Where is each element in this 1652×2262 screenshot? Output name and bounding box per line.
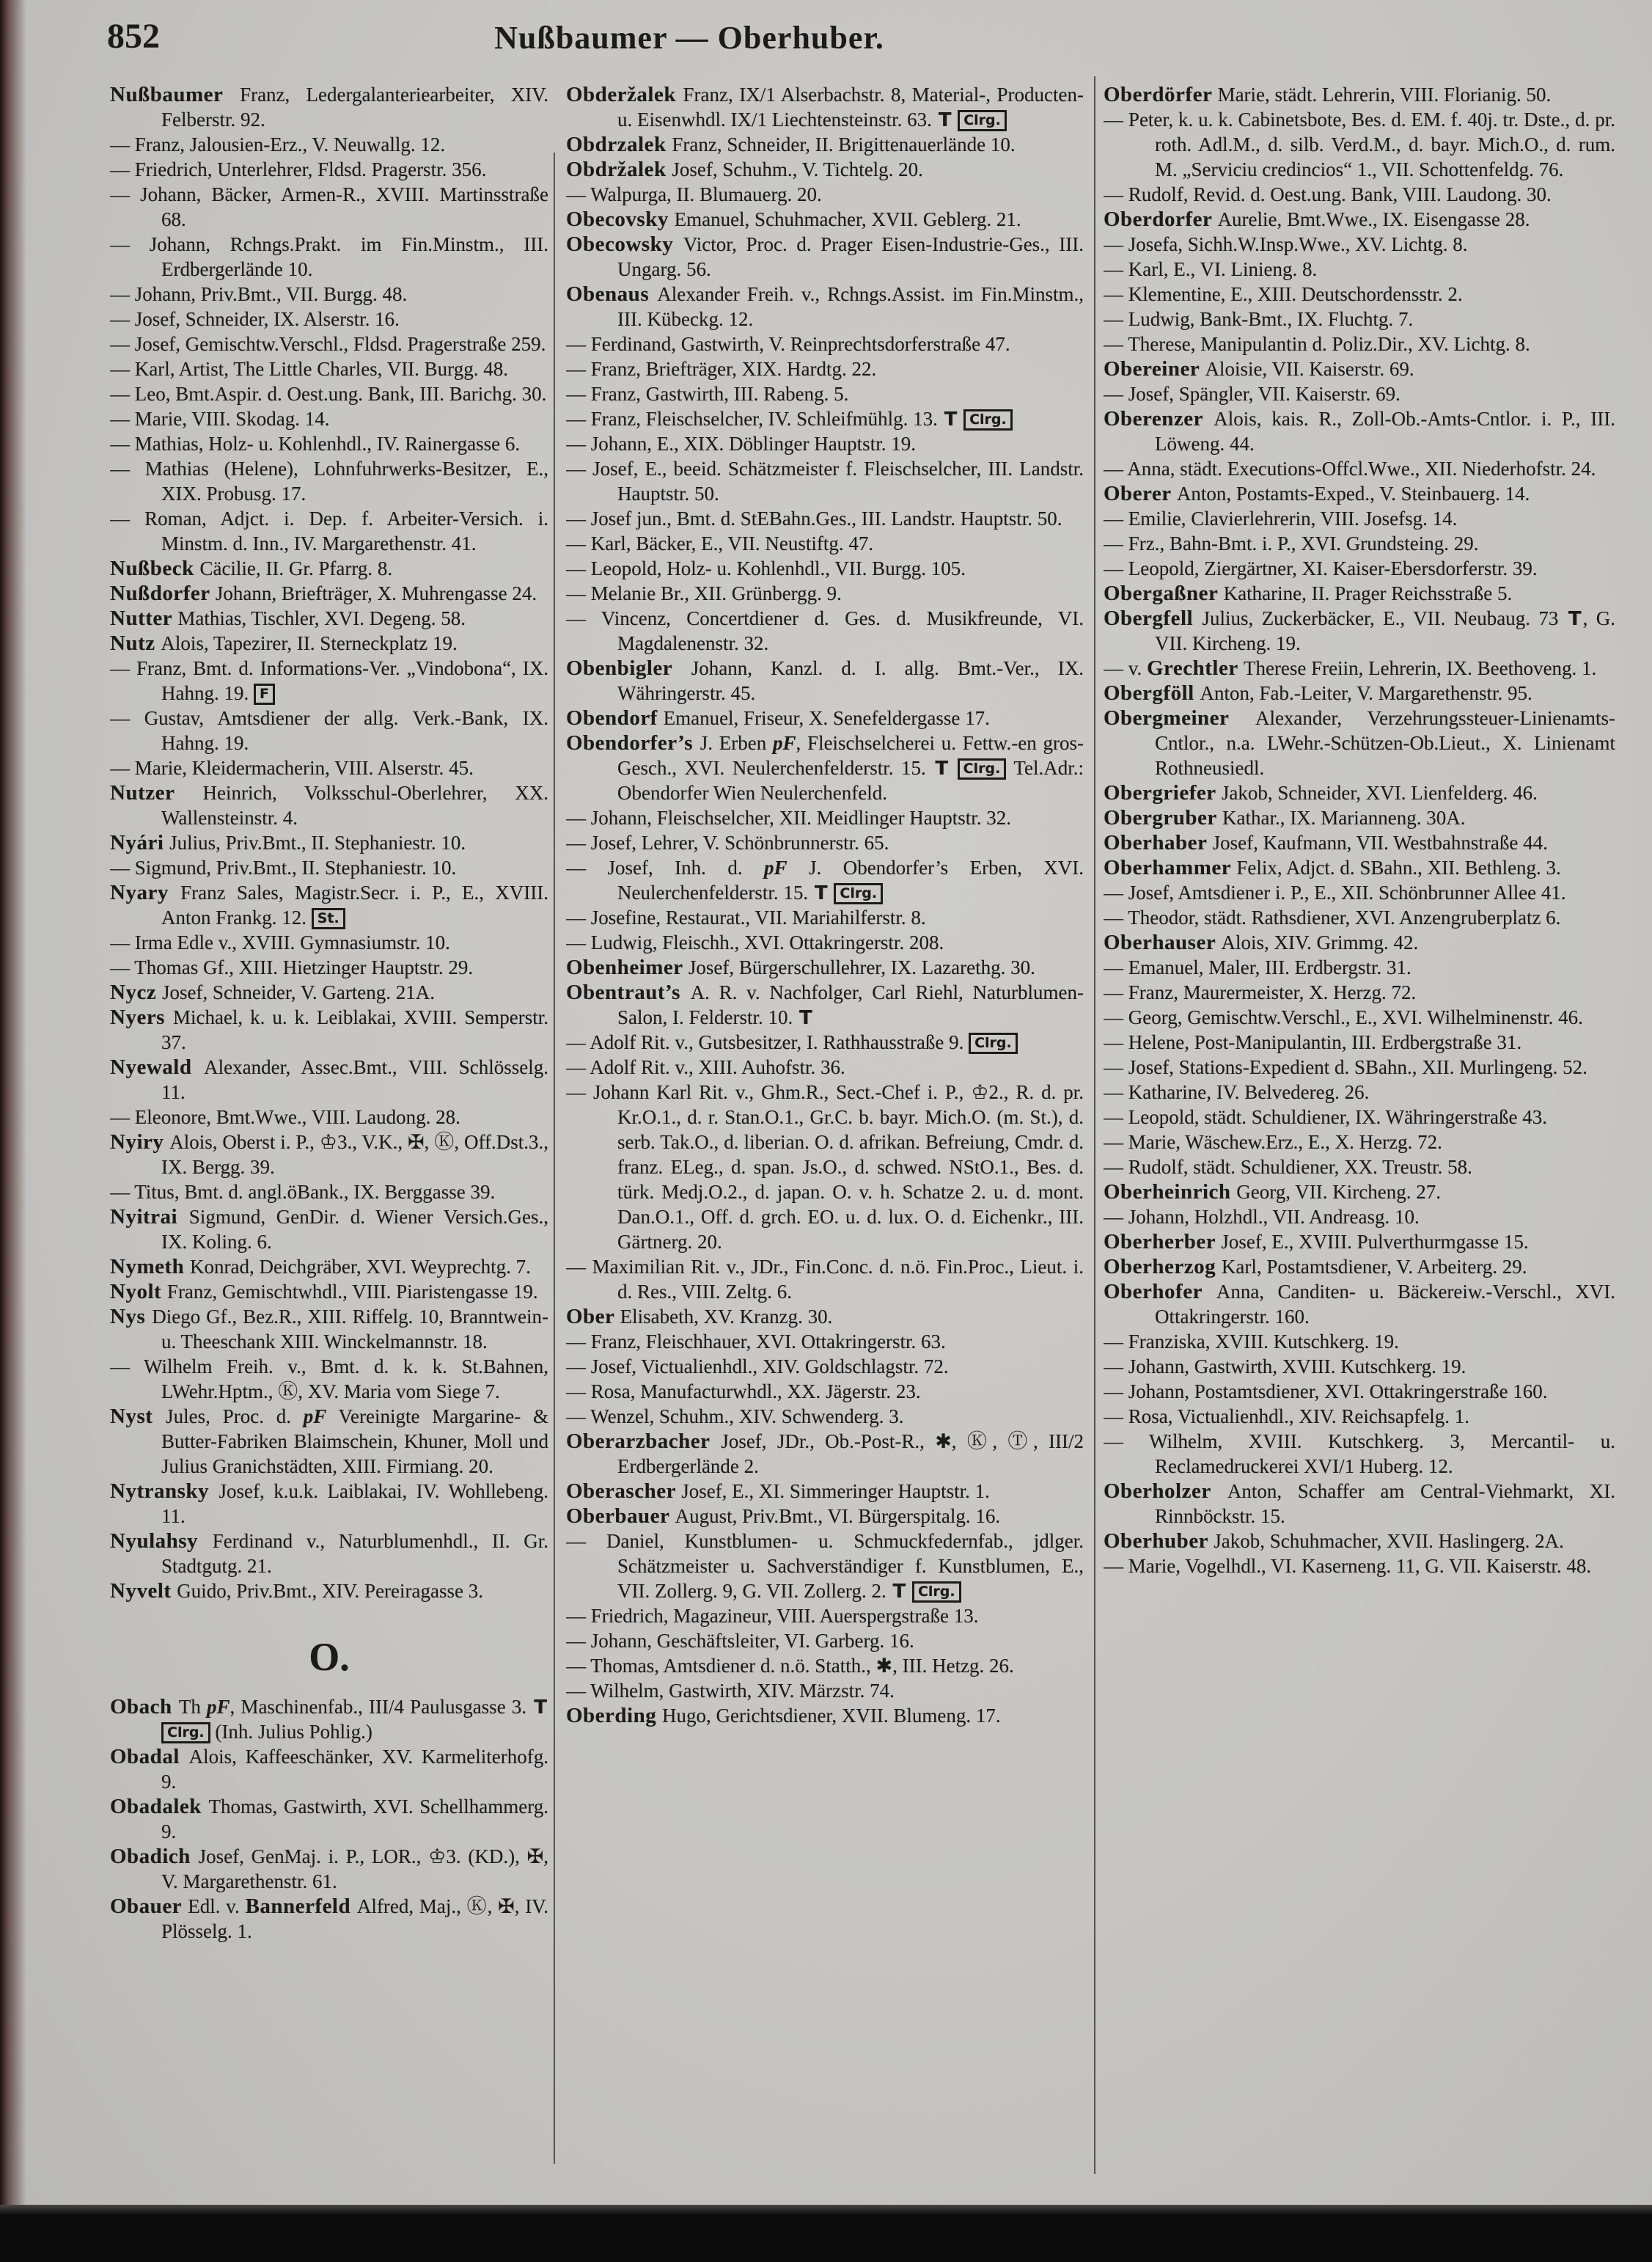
entry-surname: Obadich [110, 1845, 199, 1868]
entry-surname: Obergruber [1104, 806, 1223, 830]
directory-entry: — Josef, E., beeid. Schätzmeister f. Fleischselcher, III. Landstr. Hauptstr. 50. [566, 458, 1084, 505]
entry-surname: Nycz [110, 981, 162, 1004]
directory-entry: Obecovsky Emanuel, Schuhmacher, XVII. Geblerg. 21. [566, 208, 1021, 231]
entry-surname: Obdržalek [566, 158, 672, 181]
entry-surname: Nyers [110, 1006, 173, 1029]
directory-entry: — Sigmund, Priv.Bmt., II. Stephaniestr. 10. [110, 857, 457, 879]
directory-entry: — Thomas, Amtsdiener d. n.ö. Statth., ✱, III. Hetzg. 26. [566, 1655, 1014, 1677]
clearing-badge: Clrg. [969, 1033, 1018, 1054]
entry-surname: Obecowsky [566, 233, 683, 256]
registered-firm-icon: pF [773, 732, 796, 754]
directory-entry: Oberer Anton, Postamts-Exped., V. Steinbauerg. 14. [1104, 482, 1530, 505]
directory-entry: Obendorfer’s J. Erben pF, Fleischselcherei u. Fettw.-en gros-Gesch., XVI. Neulerchenfelderstr. 15. T Clrg. Tel.Adr.: Obendorfer Wien Neulerchenfeld. [566, 731, 1084, 804]
entry-surname: Obadalek [110, 1795, 209, 1818]
directory-entry: Nyst Jules, Proc. d. pF Vereinigte Margarine- & Butter-Fabriken Blaimschein, Khuner, Moll und Julius Granichstädten, XIII. Firmiang. 20. [110, 1405, 548, 1477]
entry-surname: Nyári [110, 831, 170, 854]
directory-entry: — Johann, E., XIX. Döblinger Hauptstr. 19. [566, 433, 916, 455]
directory-entry: — Johann, Geschäftsleiter, VI. Garberg. 16. [566, 1630, 914, 1652]
directory-entry: Oberherzog Karl, Postamtsdiener, V. Arbeiterg. 29. [1104, 1255, 1527, 1278]
entry-surname: Nyvelt [110, 1579, 177, 1603]
directory-entry: — Franz, Maurermeister, X. Herzg. 72. [1104, 981, 1417, 1003]
entry-surname: Bannerfeld [245, 1895, 357, 1918]
directory-entry: — Johann, Postamtsdiener, XVI. Ottakringerstraße 160. [1104, 1380, 1548, 1402]
entry-surname: Obderžalek [566, 83, 683, 106]
directory-entry: — Leo, Bmt.Aspir. d. Oest.ung. Bank, III. Barichg. 30. [110, 383, 547, 405]
entry-surname: Grechtler [1147, 656, 1244, 680]
entry-surname: Oberhofer [1104, 1280, 1216, 1303]
directory-entry: — Josef, Victualienhdl., XIV. Goldschlagstr. 72. [566, 1355, 949, 1377]
column-divider-1 [554, 153, 555, 2164]
entry-surname: Oberherber [1104, 1230, 1222, 1253]
directory-entry: Nytransky Josef, k.u.k. Laiblakai, IV. Wohllebeng. 11. [110, 1479, 548, 1527]
directory-entry: — Adolf Rit. v., XIII. Auhofstr. 36. [566, 1056, 845, 1078]
scan-edge-left [0, 0, 26, 2262]
directory-entry: Oberascher Josef, E., XI. Simmeringer Hauptstr. 1. [566, 1479, 990, 1503]
directory-entry: — Walpurga, II. Blumauerg. 20. [566, 183, 822, 205]
clearing-badge: Clrg. [161, 1722, 210, 1743]
f-badge: F [254, 684, 275, 705]
clearing-badge: Clrg. [958, 758, 1007, 780]
column-2 [566, 82, 1084, 2197]
entry-surname: Nyitrai [110, 1205, 189, 1229]
directory-entry: — Marie, Kleidermacherin, VIII. Alserstr. 45. [110, 757, 474, 779]
directory-entry: Obecowsky Victor, Proc. d. Prager Eisen-Industrie-Ges., III. Ungarg. 56. [566, 233, 1084, 280]
directory-entry: Oberhaber Josef, Kaufmann, VII. Westbahnstraße 44. [1104, 831, 1548, 854]
scan-edge-bottom [0, 2205, 1652, 2262]
directory-entry: — Mathias (Helene), Lohnfuhrwerks-Besitzer, E., XIX. Probusg. 17. [110, 458, 548, 505]
directory-entry: — Klementine, E., XIII. Deutschordensstr. 2. [1104, 283, 1463, 305]
directory-entry: Nys Diego Gf., Bez.R., XIII. Riffelg. 10, Branntwein- u. Theeschank XIII. Winckelmannstr. 18. [110, 1305, 548, 1353]
telephone-icon: T [534, 1696, 547, 1719]
directory-entry: Obenheimer Josef, Bürgerschullehrer, IX. Lazarethg. 30. [566, 956, 1035, 979]
directory-entry: Obadich Josef, GenMaj. i. P., LOR., ♔3. (KD.), ✠, V. Margarethenstr. 61. [110, 1845, 548, 1892]
running-header: Nußbaumer — Oberhuber. [494, 20, 884, 56]
telephone-icon: T [814, 882, 828, 904]
directory-entry: — Josef, Spängler, VII. Kaiserstr. 69. [1104, 383, 1400, 405]
directory-entry: — Josef, Schneider, IX. Alserstr. 16. [110, 308, 400, 330]
entry-surname: Oberhaber [1104, 831, 1213, 854]
directory-entry: Obauer Edl. v. Bannerfeld Alfred, Maj., Ⓚ, ✠, IV. Plösselg. 1. [110, 1895, 548, 1942]
directory-entry: — Emilie, Clavierlehrerin, VIII. Josefsg. 14. [1104, 508, 1458, 530]
directory-entry: — Josef, Amtsdiener i. P., E., XII. Schönbrunner Allee 41. [1104, 882, 1566, 904]
directory-entry: Nutzer Heinrich, Volksschul-Oberlehrer, XX. Wallensteinstr. 4. [110, 781, 548, 829]
directory-entry: — Rudolf, städt. Schuldiener, XX. Treustr. 58. [1104, 1156, 1472, 1178]
entry-surname: Oberhauser [1104, 931, 1222, 954]
directory-entry: Oberherber Josef, E., XVIII. Pulverthurmgasse 15. [1104, 1230, 1529, 1253]
clearing-badge: Clrg. [963, 409, 1013, 431]
directory-entry: — Rosa, Manufacturwhdl., XX. Jägerstr. 23. [566, 1380, 921, 1402]
entry-surname: Nymeth [110, 1255, 191, 1278]
directory-entry: Obderžalek Franz, IX/1 Alserbachstr. 8, Material-, Producten- u. Eisenwhdl. IX/1 Liechtensteinstr. 63. T Clrg. [566, 83, 1084, 131]
directory-entry: — Katharine, IV. Belvedereg. 26. [1104, 1081, 1370, 1103]
directory-entry: — Titus, Bmt. d. angl.öBank., IX. Berggasse 39. [110, 1181, 496, 1203]
directory-entry: — Frz., Bahn-Bmt. i. P., XVI. Grundsteing. 29. [1104, 532, 1479, 554]
directory-entry: — Johann, Rchngs.Prakt. im Fin.Minstm., III. Erdbergerlände 10. [110, 233, 548, 280]
directory-entry: — Karl, E., VI. Linieng. 8. [1104, 258, 1318, 280]
entry-surname: Obendorf [566, 706, 664, 730]
telephone-icon: T [892, 1581, 906, 1603]
directory-entry: Oberhauser Alois, XIV. Grimmg. 42. [1104, 931, 1419, 954]
column-1 [110, 82, 548, 2197]
directory-entry: — Marie, Wäschew.Erz., E., X. Herzg. 72. [1104, 1131, 1442, 1153]
directory-entry: — Franz, Gastwirth, III. Rabeng. 5. [566, 383, 849, 405]
entry-surname: Nutzer [110, 781, 203, 805]
entry-surname: Oberer [1104, 482, 1177, 505]
directory-entry: — Marie, Vogelhdl., VI. Kaserneng. 11, G. VII. Kaiserstr. 48. [1104, 1555, 1592, 1577]
directory-entry: — Josef, Stations-Expedient d. SBahn., XII. Murlingeng. 52. [1104, 1056, 1587, 1078]
directory-entry: Nußdorfer Johann, Briefträger, X. Muhrengasse 24. [110, 582, 537, 605]
directory-entry: Obenaus Alexander Freih. v., Rchngs.Assist. im Fin.Minstm., III. Kübeckg. 12. [566, 282, 1084, 330]
telephone-icon: T [944, 409, 958, 431]
directory-entry: — Theodor, städt. Rathsdiener, XVI. Anzengruberplatz 6. [1104, 907, 1561, 929]
directory-entry: Oberheinrich Georg, VII. Kircheng. 27. [1104, 1180, 1441, 1204]
directory-entry: — Wilhelm, Gastwirth, XIV. Märzstr. 74. [566, 1680, 895, 1702]
registered-firm-icon: pF [207, 1696, 230, 1718]
directory-entry: — Adolf Rit. v., Gutsbesitzer, I. Rathhausstraße 9. Clrg. [566, 1030, 1084, 1055]
entry-surname: Obdrzalek [566, 133, 672, 156]
directory-entry: Nußbeck Cäcilie, II. Gr. Pfarrg. 8. [110, 557, 393, 580]
directory-entry: Nutter Mathias, Tischler, XVI. Degeng. 58. [110, 607, 466, 630]
clearing-badge: Clrg. [958, 110, 1007, 131]
directory-entry: — Maximilian Rit. v., JDr., Fin.Conc. d. n.ö. Fin.Proc., Lieut. i. d. Res., VIII. Zeltg. 6. [566, 1256, 1084, 1303]
directory-entry: Nyitrai Sigmund, GenDir. d. Wiener Versich.Ges., IX. Koling. 6. [110, 1205, 548, 1253]
entry-surname: Obach [110, 1695, 179, 1719]
entry-surname: Oberhammer [1104, 856, 1237, 879]
entry-surname: Nytransky [110, 1479, 219, 1503]
entry-surname: Nyiry [110, 1130, 170, 1154]
directory-entry: — Josef jun., Bmt. d. StEBahn.Ges., III. Landstr. Hauptstr. 50. [566, 508, 1062, 530]
directory-entry: — Wenzel, Schuhm., XIV. Schwenderg. 3. [566, 1405, 904, 1427]
directory-entry: — Vincenz, Concertdiener d. Ges. d. Musikfreunde, VI. Magdalenenstr. 32. [566, 607, 1084, 654]
entry-surname: Obauer [110, 1895, 188, 1918]
entry-surname: Oberheinrich [1104, 1180, 1237, 1204]
directory-entry: Nycz Josef, Schneider, V. Garteng. 21A. [110, 981, 436, 1004]
directory-entry: — Peter, k. u. k. Cabinetsbote, Bes. d. EM. f. 40j. tr. Dste., d. pr. roth. Adl.M., d. silb. Verd.M., d. bayr. Mich.O., d. rum. M. „Serviciu credincios“ 1., VII. Schottenfeldg. 76. [1104, 109, 1615, 180]
entry-surname: Nutz [110, 632, 161, 655]
directory-entry: — Karl, Bäcker, E., VII. Neustiftg. 47. [566, 532, 874, 554]
directory-entry: Obergriefer Jakob, Schneider, XVI. Lienfelderg. 46. [1104, 781, 1538, 805]
directory-entry: — Josefine, Restaurat., VII. Mariahilferstr. 8. [566, 907, 926, 929]
directory-entry: — Rudolf, Revid. d. Oest.ung. Bank, VIII. Laudong. 30. [1104, 183, 1552, 205]
entry-surname: Oberdörfer [1104, 83, 1218, 106]
directory-entry: — Johann Karl Rit. v., Ghm.R., Sect.-Chef i. P., ♔2., R. d. pr. Kr.O.1., d. r. Stan.O.1., Gr.C. b. bayr. Mich.O. (m. St.), d. serb. Tak.O., d. liberian. O. d. afrikan. Befreiung, Cmdr. d. franz. ELeg., d. span. Js.O., d. schwed. NStO.1., Bes. d. türk. Medj.O.2., d. japan. O. v. h. Schatze 2. u. d. mont. Dan.O.1., Off. d. grch. EO. u. d. lux. O. d. Eichenkr., III. Gärtnerg. 20. [566, 1081, 1084, 1253]
column-divider-2 [1094, 76, 1095, 2174]
directory-entry: — Franz, Fleischselcher, IV. Schleifmühlg. 13. T Clrg. [566, 406, 1084, 431]
directory-entry: — Johann, Gastwirth, XVIII. Kutschkerg. 19. [1104, 1355, 1466, 1377]
entry-surname: Obergmeiner [1104, 706, 1255, 730]
registered-firm-icon: pF [764, 857, 788, 879]
directory-entry: Oberarzbacher Josef, JDr., Ob.-Post-R., ✱, Ⓚ, Ⓣ, III/2 Erdbergerlände 2. [566, 1430, 1084, 1477]
directory-entry: Nyers Michael, k. u. k. Leiblakai, XVIII. Semperstr. 37. [110, 1006, 548, 1053]
directory-entry: Obdrzalek Franz, Schneider, II. Brigittenauerlände 10. [566, 133, 1016, 156]
telephone-icon: T [1568, 608, 1582, 630]
directory-entry: — Anna, städt. Executions-Offcl.Wwe., XII. Niederhofstr. 24. [1104, 458, 1596, 480]
entry-surname: Obadal [110, 1745, 189, 1768]
directory-entry: — Roman, Adjct. i. Dep. f. Arbeiter-Versich. i. Minstm. d. Inn., IV. Margarethenstr. 41. [110, 508, 548, 554]
entry-surname: Obereiner [1104, 357, 1205, 381]
directory-entry: Oberding Hugo, Gerichtsdiener, XVII. Blumeng. 17. [566, 1704, 1001, 1727]
directory-entry: Obendorf Emanuel, Friseur, X. Senefeldergasse 17. [566, 706, 990, 730]
telephone-icon: T [938, 109, 952, 131]
directory-entry: — Melanie Br., XII. Grünbergg. 9. [566, 582, 842, 604]
directory-entry: — Eleonore, Bmt.Wwe., VIII. Laudong. 28. [110, 1106, 460, 1128]
directory-entry: — Franz, Fleischhauer, XVI. Ottakringerstr. 63. [566, 1331, 946, 1353]
directory-entry: Ober Elisabeth, XV. Kranzg. 30. [566, 1305, 833, 1328]
entry-surname: Nys [110, 1305, 153, 1328]
entry-surname: Obergföll [1104, 681, 1200, 705]
entry-surname: Obentraut’s [566, 981, 691, 1004]
entry-surname: Nyary [110, 881, 181, 904]
directory-entry: Oberhofer Anna, Canditen- u. Bäckereiw.-Verschl., XVI. Ottakringerstr. 160. [1104, 1280, 1615, 1328]
directory-entry: — Georg, Gemischtw.Verschl., E., XVI. Wilhelminenstr. 46. [1104, 1006, 1583, 1028]
entry-surname: Oberhuber [1104, 1529, 1214, 1553]
entry-surname: Oberholzer [1104, 1479, 1227, 1503]
page-number: 852 [107, 17, 160, 56]
directory-entry: — Therese, Manipulantin d. Poliz.Dir., XV. Lichtg. 8. [1104, 333, 1530, 355]
telephone-icon: T [799, 1007, 812, 1029]
directory-entry: Obergaßner Katharine, II. Prager Reichsstraße 5. [1104, 582, 1513, 605]
entry-surname: Oberherzog [1104, 1255, 1222, 1278]
entry-surname: Oberding [566, 1704, 662, 1727]
directory-entry: — Josef, Inh. d. pF J. Obendorfer’s Erben, XVI. Neulerchenfelderstr. 15. T Clrg. [566, 857, 1084, 904]
directory-entry: — Marie, VIII. Skodag. 14. [110, 408, 330, 430]
directory-entry: Oberbauer August, Priv.Bmt., VI. Bürgerspitalg. 16. [566, 1504, 1001, 1528]
entry-surname: Obenbigler [566, 656, 691, 680]
directory-entry: — Johann, Priv.Bmt., VII. Burgg. 48. [110, 283, 408, 305]
entry-surname: Obergriefer [1104, 781, 1222, 805]
directory-entry: — Johann, Bäcker, Armen-R., XVIII. Martinsstraße 68. [110, 183, 548, 230]
st-badge: St. [312, 908, 345, 929]
directory-entry: — v. Grechtler Therese Freiin, Lehrerin, IX. Beethoveng. 1. [1104, 656, 1597, 680]
directory-entry: Nyulahsy Ferdinand v., Naturblumenhdl., II. Gr. Stadtgutg. 21. [110, 1529, 548, 1577]
entry-surname: Nußbaumer [110, 83, 241, 106]
directory-entry: — Friedrich, Magazineur, VIII. Auerspergstraße 13. [566, 1605, 979, 1627]
directory-entry: Obergföll Anton, Fab.-Leiter, V. Margarethenstr. 95. [1104, 681, 1532, 705]
clearing-badge: Clrg. [912, 1581, 961, 1603]
directory-entry: — Johann, Holzhdl., VII. Andreasg. 10. [1104, 1206, 1420, 1228]
directory-entry: — Leopold, städt. Schuldiener, IX. Währingerstraße 43. [1104, 1106, 1548, 1128]
directory-entry: — Franz, Briefträger, XIX. Hardtg. 22. [566, 358, 877, 380]
directory-entry: — Josef, Gemischtw.Verschl., Fldsd. Pragerstraße 259. [110, 333, 546, 355]
directory-entry: — Franz, Jalousien-Erz., V. Neuwallg. 12. [110, 133, 446, 155]
entry-surname: Obergfell [1104, 607, 1203, 630]
directory-entry: Obdržalek Josef, Schuhm., V. Tichtelg. 20. [566, 158, 923, 181]
directory-entry: Obadal Alois, Kaffeeschänker, XV. Karmeliterhofg. 9. [110, 1745, 548, 1793]
directory-entry: Obergfell Julius, Zuckerbäcker, E., VII. Neubaug. 73 T, G. VII. Kircheng. 19. [1104, 607, 1615, 654]
directory-entry: — Franz, Bmt. d. Informations-Ver. „Vindobona“, IX. Hahng. 19. F [110, 657, 548, 704]
entry-surname: Nutter [110, 607, 178, 630]
directory-entry: Obenbigler Johann, Kanzl. d. I. allg. Bmt.-Ver., IX. Währingerstr. 45. [566, 656, 1084, 704]
entry-surname: Oberascher [566, 1479, 682, 1503]
directory-entry: Oberhammer Felix, Adjct. d. SBahn., XII. Bethleng. 3. [1104, 856, 1561, 879]
entry-surname: Nußdorfer [110, 582, 216, 605]
directory-entry: — Josefa, Sichh.W.Insp.Wwe., XV. Lichtg. 8. [1104, 233, 1468, 255]
entry-surname: Obenaus [566, 282, 658, 306]
directory-entry: Nyári Julius, Priv.Bmt., II. Stephaniestr. 10. [110, 831, 466, 854]
directory-entry: Nutz Alois, Tapezirer, II. Sterneckplatz 19. [110, 632, 458, 655]
directory-entry: — Friedrich, Unterlehrer, Fldsd. Pragerstr. 356. [110, 158, 487, 180]
directory-entry: Oberdorfer Aurelie, Bmt.Wwe., IX. Eisengasse 28. [1104, 208, 1530, 231]
directory-entry: — Leopold, Holz- u. Kohlenhdl., VII. Burgg. 105. [566, 557, 966, 579]
directory-entry: Nußbaumer Franz, Ledergalanteriearbeiter, XIV. Felberstr. 92. [110, 83, 548, 131]
entry-surname: Oberenzer [1104, 407, 1214, 431]
directory-entry: — Wilhelm, XVIII. Kutschkerg. 3, Mercantil- u. Reclamedruckerei XVI/1 Huberg. 12. [1104, 1430, 1615, 1477]
directory-entry: — Franziska, XVIII. Kutschkerg. 19. [1104, 1331, 1399, 1353]
directory-entry: — Ludwig, Fleischh., XVI. Ottakringerstr. 208. [566, 931, 944, 954]
directory-entry: Obereiner Aloisie, VII. Kaiserstr. 69. [1104, 357, 1414, 381]
entry-surname: Obecovsky [566, 208, 675, 231]
directory-entry: — Thomas Gf., XIII. Hietzinger Hauptstr. 29. [110, 956, 474, 978]
directory-entry: Nyewald Alexander, Assec.Bmt., VIII. Schlösselg. 11. [110, 1055, 548, 1103]
directory-entry: Nyiry Alois, Oberst i. P., ♔3., V.K., ✠, Ⓚ, Off.Dst.3., IX. Bergg. 39. [110, 1130, 548, 1178]
directory-entry: Obergmeiner Alexander, Verzehrungssteuer-Linienamts-Cntlor., n.a. LWehr.-Schützen-Ob.Lieut., X. Linienamt Rothneusiedl. [1104, 706, 1615, 779]
directory-entry: — Karl, Artist, The Little Charles, VII. Burgg. 48. [110, 358, 508, 380]
directory-entry: — Emanuel, Maler, III. Erdbergstr. 31. [1104, 956, 1411, 978]
directory-entry: — Helene, Post-Manipulantin, III. Erdbergstraße 31. [1104, 1031, 1522, 1053]
directory-entry: — Rosa, Victualienhdl., XIV. Reichsapfelg. 1. [1104, 1405, 1470, 1427]
directory-entry: Oberdörfer Marie, städt. Lehrerin, VIII. Florianig. 50. [1104, 83, 1552, 106]
directory-entry: — Ferdinand, Gastwirth, V. Reinprechtsdorferstraße 47. [566, 333, 1010, 355]
directory-entry: Oberenzer Alois, kais. R., Zoll-Ob.-Amts-Cntlor. i. P., III. Löweng. 44. [1104, 407, 1615, 455]
directory-entry: — Mathias, Holz- u. Kohlenhdl., IV. Rainergasse 6. [110, 433, 521, 455]
entry-surname: Nyewald [110, 1055, 205, 1079]
directory-entry: — Gustav, Amtsdiener der allg. Verk.-Bank, IX. Hahng. 19. [110, 707, 548, 754]
entry-surname: Oberdorfer [1104, 208, 1218, 231]
directory-entry: — Leopold, Ziergärtner, XI. Kaiser-Ebersdorferstr. 39. [1104, 557, 1538, 579]
entry-surname: Obenheimer [566, 956, 689, 979]
directory-entry: Nyary Franz Sales, Magistr.Secr. i. P., E., XVIII. Anton Frankg. 12. St. [110, 881, 548, 929]
clearing-badge: Clrg. [834, 883, 883, 904]
directory-entry: Oberhuber Jakob, Schuhmacher, XVII. Haslingerg. 2A. [1104, 1529, 1564, 1553]
directory-entry: Nyvelt Guido, Priv.Bmt., XIV. Pereiragasse 3. [110, 1579, 483, 1603]
directory-entry: Obergruber Kathar., IX. Marianneng. 30A. [1104, 806, 1466, 830]
directory-entry: — Wilhelm Freih. v., Bmt. d. k. k. St.Bahnen, LWehr.Hptm., Ⓚ, XV. Maria vom Siege 7. [110, 1355, 548, 1402]
directory-entry: Oberholzer Anton, Schaffer am Central-Viehmarkt, XI. Rinnböckstr. 15. [1104, 1479, 1615, 1527]
directory-entry: — Daniel, Kunstblumen- u. Schmuckfedernfab., jdlger. Schätzmeister u. Sachverständiger f. Kunstblumen, E., VII. Zollerg. 9, G. VII. Zollerg. 2. T Clrg. [566, 1530, 1084, 1603]
directory-entry: Nyolt Franz, Gemischtwhdl., VIII. Piaristengasse 19. [110, 1280, 538, 1303]
directory-entry: Obach Th pF, Maschinenfab., III/4 Paulusgasse 3. T Clrg. (Inh. Julius Pohlig.) [110, 1695, 547, 1743]
entry-surname: Oberbauer [566, 1504, 675, 1528]
section-letter: O. [309, 1635, 350, 1679]
registered-firm-icon: pF [303, 1405, 327, 1427]
directory-entry: — Josef, Lehrer, V. Schönbrunnerstr. 65. [566, 832, 889, 854]
entry-surname: Nyolt [110, 1280, 167, 1303]
entry-surname: Nyulahsy [110, 1529, 213, 1553]
directory-entry: — Ludwig, Bank-Bmt., IX. Fluchtg. 7. [1104, 308, 1414, 330]
entry-surname: Obergaßner [1104, 582, 1224, 605]
telephone-icon: T [935, 758, 949, 780]
entry-surname: Oberarzbacher [566, 1430, 722, 1453]
directory-entry: — Johann, Fleischselcher, XII. Meidlinger Hauptstr. 32. [566, 807, 1012, 829]
entry-surname: Nußbeck [110, 557, 200, 580]
entry-surname: Obendorfer’s [566, 731, 700, 755]
entry-surname: Ober [566, 1305, 620, 1328]
directory-entry: Obadalek Thomas, Gastwirth, XVI. Schellhammerg. 9. [110, 1795, 548, 1842]
directory-entry: Obentraut’s A. R. v. Nachfolger, Carl Riehl, Naturblumen-Salon, I. Felderstr. 10. T [566, 981, 1084, 1029]
directory-entry: — Irma Edle v., XVIII. Gymnasiumstr. 10. [110, 931, 450, 954]
entry-surname: Nyst [110, 1405, 166, 1428]
directory-entry: Nymeth Konrad, Deichgräber, XVI. Weyprechtg. 7. [110, 1255, 531, 1278]
column-3 [1104, 82, 1615, 2197]
